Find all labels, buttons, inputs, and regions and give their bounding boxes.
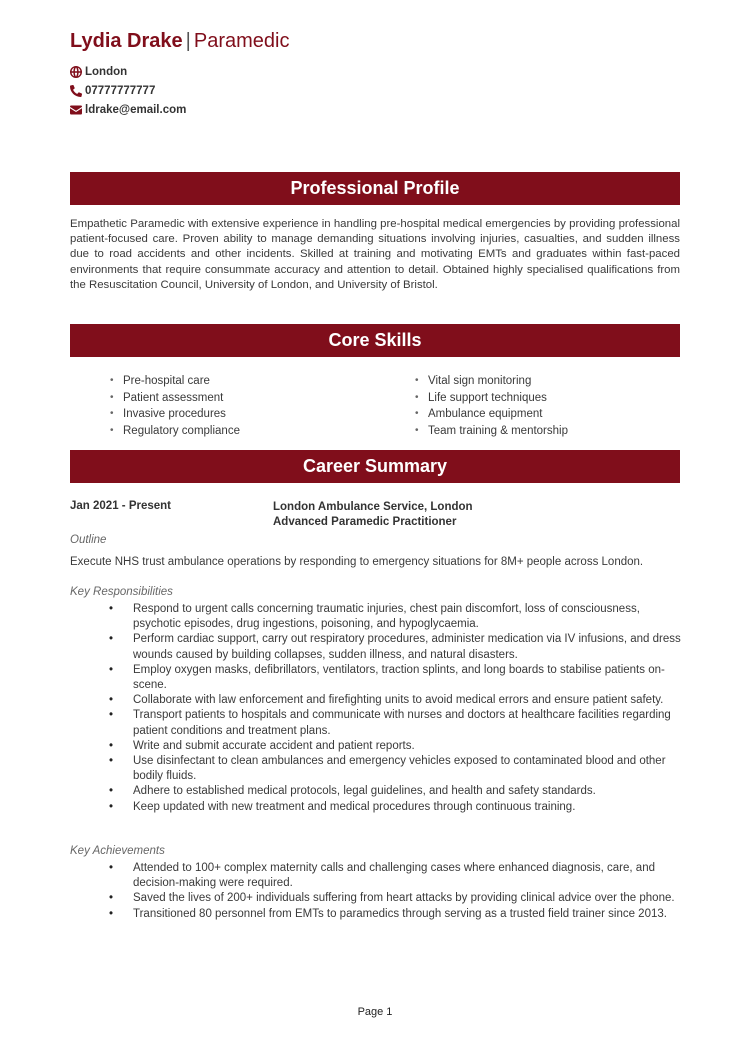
list-item: • Adhere to established medical protocols, legal guidelines, and health and safety standards.	[109, 784, 684, 799]
list-item: • Use disinfectant to clean ambulances and emergency vehicles exposed to contaminated blood and other bodily fluids.	[109, 754, 684, 784]
name-separator: |	[185, 30, 191, 52]
skills-list-right	[415, 373, 568, 439]
list-item: • Respond to urgent calls concerning traumatic injuries, chest pain discomfort, loss of consciousness, psychotic episodes, drug ingestions, poisoning, and hypoglycaemia.	[109, 602, 684, 632]
responsibilities-label: Key Responsibilities	[70, 586, 173, 598]
phone-text: 07777777777	[85, 84, 156, 97]
achievements-list	[109, 861, 684, 922]
email-text[interactable]: ldrake@email.com	[85, 103, 187, 116]
name-line	[70, 28, 289, 54]
outline-label: Outline	[70, 534, 107, 546]
globe-icon	[70, 66, 82, 78]
job-employer-block	[273, 500, 473, 530]
resume-header	[70, 28, 289, 54]
contact-location	[70, 62, 186, 81]
list-item: • Keep updated with new treatment and medical procedures through continuous training.	[109, 800, 684, 815]
list-item: • Write and submit accurate accident and patient reports.	[109, 739, 684, 754]
page-number: Page 1	[357, 1006, 393, 1018]
skill-item: • Patient assessment	[110, 390, 240, 407]
candidate-name: Lydia Drake	[70, 30, 183, 52]
skill-item: • Pre-hospital care	[110, 373, 240, 390]
list-item: • Collaborate with law enforcement and firefighting units to avoid medical errors and ensure patient safety.	[109, 693, 684, 708]
responsibilities-list	[109, 602, 684, 815]
contact-list	[70, 62, 186, 119]
section-header-career: Career Summary	[70, 450, 680, 483]
job-title: Advanced Paramedic Practitioner	[273, 516, 457, 528]
job-dates: Jan 2021 - Present	[70, 500, 172, 512]
list-item: • Saved the lives of 200+ individuals suffering from heart attacks by providing clinical advice over the phone.	[109, 891, 684, 906]
outline-text: Execute NHS trust ambulance operations by responding to emergency situations for 8M+ people across London.	[70, 556, 644, 568]
phone-icon	[70, 85, 82, 97]
profile-summary: Empathetic Paramedic with extensive experience in handling pre-hospital medical emergencies by providing professional patient-focused care. Proven ability to manage demanding situations involving injuries, casualties, and sudden illness due to road accidents and other incidents. Skilled at training and motivating EMTs and graduates within fast-paced environments that require consummate accuracy and attention to detail. Obtained highly specialised qualifications from the Resuscitation Council, University of London, and University of Bristol.	[70, 218, 680, 291]
list-item: • Attended to 100+ complex maternity calls and challenging cases where enhanced diagnosis, care, and decision-making were required.	[109, 861, 684, 891]
list-item: • Employ oxygen masks, defibrillators, ventilators, traction splints, and long boards to stabilise patients on-scene.	[109, 663, 684, 693]
skill-item: • Invasive procedures	[110, 406, 240, 423]
skill-item: • Life support techniques	[415, 390, 568, 407]
list-item: • Transitioned 80 personnel from EMTs to paramedics through serving as a trusted field trainer since 2013.	[109, 907, 684, 922]
location-text: London	[85, 65, 128, 78]
contact-phone	[70, 81, 186, 100]
job-employer: London Ambulance Service, London	[273, 501, 473, 513]
candidate-role: Paramedic	[193, 30, 290, 52]
list-item: • Transport patients to hospitals and communicate with nurses and doctors at healthcare facilities regarding patient conditions and treatment plans.	[109, 708, 684, 738]
list-item: • Perform cardiac support, carry out respiratory procedures, administer medication via IV infusions, and dress wounds caused by building collapses, sudden illness, and natural disasters.	[109, 632, 684, 662]
section-header-profile: Professional Profile	[70, 172, 680, 205]
envelope-icon	[70, 104, 82, 116]
contact-email	[70, 100, 186, 119]
skill-item: • Vital sign monitoring	[415, 373, 568, 390]
skill-item: • Ambulance equipment	[415, 406, 568, 423]
skill-item: • Team training & mentorship	[415, 423, 568, 440]
section-header-skills: Core Skills	[70, 324, 680, 357]
skills-list-left	[110, 373, 240, 439]
skill-item: • Regulatory compliance	[110, 423, 240, 440]
achievements-label: Key Achievements	[70, 845, 165, 857]
